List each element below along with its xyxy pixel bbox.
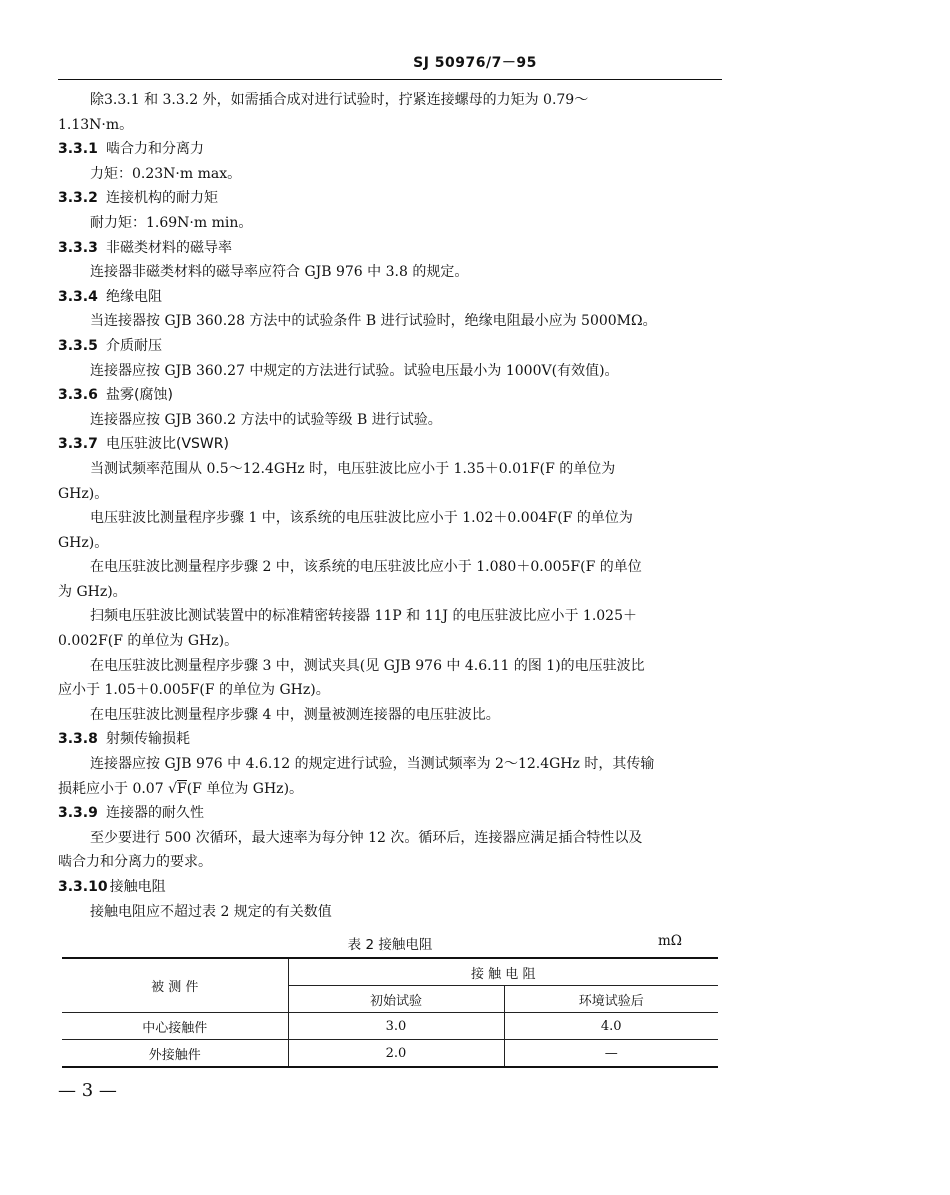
header-contact-resistance: 接 触 电 阻: [288, 958, 718, 986]
table-title: 表 2 接触电阻: [347, 937, 433, 953]
section-3-3-6-body: 连接器应按 GJB 360.2 方法中的试验等级 B 进行试验。: [90, 411, 442, 428]
section-title: 电压驻波比(VSWR): [106, 436, 229, 453]
section-3-3-7-heading: [58, 432, 722, 457]
row-initial-value: 2.0: [288, 1040, 504, 1068]
section-3-3-4-heading: [58, 285, 722, 310]
header-after-environment-test: 环境试验后: [504, 986, 718, 1013]
rf-loss-paragraph-cont: [58, 777, 722, 802]
section-3-3-10-heading: [58, 875, 722, 900]
section-number: 3.3.5: [58, 337, 98, 354]
section-title: 射频传输损耗: [106, 731, 190, 748]
rf-loss-suffix: (F 单位为 GHz)。: [186, 780, 304, 797]
section-3-3-2-heading: [58, 186, 722, 211]
section-number: 3.3.8: [58, 731, 98, 748]
section-3-3-3-heading: [58, 236, 722, 261]
section-number: 3.3.6: [58, 387, 98, 404]
section-3-3-10-body: 接触电阻应不超过表 2 规定的有关数值: [90, 903, 332, 920]
section-title: 介质耐压: [106, 337, 162, 354]
rf-loss-prefix: 损耗应小于 0.07: [58, 780, 169, 797]
section-title: 连接机构的耐力矩: [106, 190, 218, 207]
section-title: 绝缘电阻: [106, 288, 162, 305]
intro-line-2: 1.13N·m。: [58, 116, 134, 133]
table-caption: [58, 933, 722, 953]
table-header-row: [62, 958, 718, 986]
durability-paragraph-cont: 啮合力和分离力的要求。: [58, 854, 212, 871]
document-number-header: SJ 50976/7－95: [413, 55, 537, 71]
section-number: 3.3.2: [58, 190, 98, 207]
sqrt-expression: [168, 780, 187, 797]
vswr-paragraph-5: 在电压驻波比测量程序步骤 3 中，测试夹具(见 GJB 976 中 4.6.11 的图 1)的电压驻波比: [90, 657, 645, 674]
row-after-value: 4.0: [504, 1013, 718, 1040]
row-after-value: —: [504, 1040, 718, 1068]
section-3-3-9-heading: [58, 801, 722, 826]
vswr-paragraph-6: 在电压驻波比测量程序步骤 4 中，测量被测连接器的电压驻波比。: [90, 706, 500, 723]
section-title: 接触电阻: [109, 879, 166, 895]
section-3-3-6-heading: [58, 383, 722, 408]
section-3-3-5-body: 连接器应按 GJB 360.27 中规定的方法进行试验。试验电压最小为 1000V(有效值)。: [90, 362, 619, 379]
vswr-paragraph-1: 当测试频率范围从 0.5～12.4GHz 时，电压驻波比应小于 1.35＋0.01F(F 的单位为: [90, 460, 616, 477]
section-3-3-2-body: 耐力矩：1.69N·m min。: [90, 214, 253, 231]
table-unit: mΩ: [658, 933, 682, 949]
sqrt-radicand: F: [177, 780, 187, 797]
section-title: 盐雾(腐蚀): [106, 387, 173, 404]
contact-resistance-table: [62, 957, 718, 1068]
header-tested-part: 被 测 件: [62, 958, 288, 1013]
section-3-3-4-body: 当连接器按 GJB 360.28 方法中的试验条件 B 进行试验时，绝缘电阻最小应为 5000MΩ。: [90, 313, 657, 330]
table-row: [62, 1013, 718, 1040]
page-number: — 3 —: [58, 1080, 117, 1101]
sqrt-sign: √: [168, 780, 177, 797]
vswr-paragraph-2-cont: GHz)。: [58, 534, 109, 551]
row-initial-value: 3.0: [288, 1013, 504, 1040]
vswr-paragraph-2: 电压驻波比测量程序步骤 1 中，该系统的电压驻波比应小于 1.02＋0.004F(F 的单位为: [90, 510, 633, 527]
vswr-paragraph-3-cont: 为 GHz)。: [58, 583, 127, 600]
section-number: 3.3.7: [58, 436, 98, 453]
section-number: 3.3.10: [58, 879, 108, 895]
section-3-3-1-heading: [58, 137, 722, 162]
body-content: [58, 88, 722, 924]
section-title: 啮合力和分离力: [106, 141, 204, 158]
header-initial-test: 初始试验: [288, 986, 504, 1013]
section-number: 3.3.1: [58, 141, 98, 158]
vswr-paragraph-4-cont: 0.002F(F 的单位为 GHz)。: [58, 633, 239, 650]
section-3-3-8-heading: [58, 727, 722, 752]
intro-line-1: 除3.3.1 和 3.3.2 外，如需插合成对进行试验时，拧紧连接螺母的力矩为 0.79～: [90, 92, 589, 108]
section-3-3-5-heading: [58, 334, 722, 359]
vswr-paragraph-3: 在电压驻波比测量程序步骤 2 中，该系统的电压驻波比应小于 1.080＋0.005F(F 的单位: [90, 559, 642, 576]
row-part-name: 中心接触件: [62, 1013, 288, 1040]
row-part-name: 外接触件: [62, 1040, 288, 1068]
rf-loss-paragraph: 连接器应按 GJB 976 中 4.6.12 的规定进行试验，当测试频率为 2～12.4GHz 时，其传输: [90, 756, 655, 773]
durability-paragraph: 至少要进行 500 次循环，最大速率为每分钟 12 次。循环后，连接器应满足插合特性以及: [90, 829, 643, 846]
section-title: 连接器的耐久性: [106, 805, 204, 822]
section-number: 3.3.4: [58, 288, 98, 305]
table-row: [62, 1040, 718, 1068]
vswr-paragraph-4: 扫频电压驻波比测试装置中的标准精密转接器 11P 和 11J 的电压驻波比应小于 1.025＋: [90, 608, 637, 625]
vswr-paragraph-5-cont: 应小于 1.05＋0.005F(F 的单位为 GHz)。: [58, 682, 330, 699]
section-number: 3.3.9: [58, 805, 98, 822]
section-number: 3.3.3: [58, 239, 98, 256]
header-rule: [58, 79, 722, 80]
section-3-3-3-body: 连接器非磁类材料的磁导率应符合 GJB 976 中 3.8 的规定。: [90, 264, 469, 281]
section-3-3-1-body: 力矩：0.23N·m max。: [90, 165, 242, 182]
vswr-paragraph-1-cont: GHz)。: [58, 485, 109, 502]
section-title: 非磁类材料的磁导率: [106, 239, 232, 256]
